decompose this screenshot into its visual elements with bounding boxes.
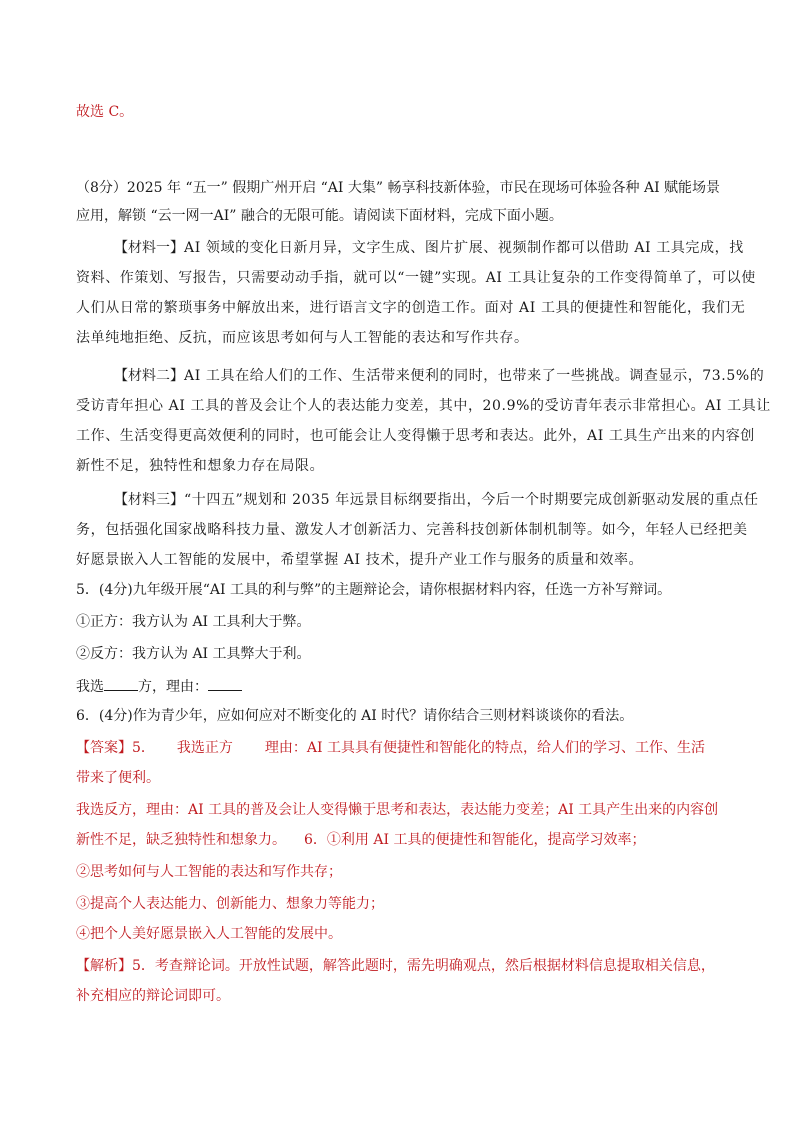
material1-label: 【材料一】 bbox=[114, 240, 184, 256]
material3-line-1 bbox=[114, 490, 759, 510]
answer-q6-point-1: ①利用 AI 工具的便捷性和智能化，提高学习效率； bbox=[326, 832, 646, 848]
intro-line-2: 应用，解锁 “云一网一AI” 融合的无限可能。请阅读下面材料，完成下面小题。 bbox=[76, 208, 563, 224]
answer-q6-num: 6． bbox=[304, 832, 327, 848]
analysis-line-1 bbox=[76, 956, 715, 976]
material2-text: AI 工具在给人们的工作、生活带来便利的同时，也带来了一些挑战。调查显示，73.5%的 bbox=[184, 368, 765, 384]
material3-line-2: 务，包括强化国家战略科技力量、激发人才创新活力、完善科技创新体制机制等。如今，年轻人已经把美 bbox=[76, 522, 748, 538]
answer-line-1 bbox=[76, 738, 705, 758]
question-5-stem: 5．(4分)九年级开展“AI 工具的利与弊”的主题辩论会，请你根据材料内容，任选一方补写辩词。 bbox=[76, 582, 672, 598]
question-5-option-con: ②反方：我方认为 AI 工具弊大于利。 bbox=[76, 646, 311, 662]
material2-label: 【材料二】 bbox=[114, 368, 184, 384]
answer-reason: 理由：AI 工具具有便捷性和智能化的特点，给人们的学习、工作、生活 bbox=[264, 740, 706, 756]
analysis-label: 【解析】 bbox=[76, 958, 132, 974]
answer-choice: 我选正方 bbox=[176, 740, 233, 756]
question-6-stem: 6．(4分)作为青少年，应如何应对不断变化的 AI 时代？请你结合三则材料谈谈你的看法。 bbox=[76, 708, 634, 724]
analysis-text: 5．考查辩论词。开放性试题，解答此题时，需先明确观点，然后根据材料信息提取相关信息， bbox=[132, 958, 715, 974]
intro-line-1: （8分）2025 年 “五一” 假期广州开启 “AI 大集” 畅享科技新体验，市民在现场可体验各种 AI 赋能场景 bbox=[76, 180, 721, 196]
answer-q5-num: 5． bbox=[132, 740, 155, 756]
analysis-line-2: 补充相应的辩论词即可。 bbox=[76, 988, 230, 1004]
material2-line-4: 新性不足，独特性和想象力存在局限。 bbox=[76, 458, 325, 474]
material1-line-2: 资料、作策划、写报告，只需要动动手指，就可以“一键”实现。AI 工具让复杂的工作变得简单了，可以使 bbox=[76, 270, 756, 286]
reason-blank[interactable] bbox=[208, 676, 242, 691]
material2-line-1 bbox=[114, 366, 764, 386]
material3-label: 【材料三】 bbox=[114, 492, 184, 508]
material2-line-2: 受访青年担心 AI 工具的普及会让个人的表达能力变差，其中，20.9%的受访青年表示非常担心。AI 工具让 bbox=[76, 398, 771, 414]
question-5-option-pro: ①正方：我方认为 AI 工具利大于弊。 bbox=[76, 614, 311, 630]
answer-q6-point-4: ④把个人美好愿景嵌入人工智能的发展中。 bbox=[76, 926, 342, 942]
answer-reason-cont: 带来了便利。 bbox=[76, 770, 160, 786]
question-5-fill-line bbox=[76, 676, 242, 697]
material1-text: AI 领域的变化日新月异，文字生成、图片扩展、视频制作都可以借助 AI 工具完成，找 bbox=[184, 240, 744, 256]
answer-alt-text: 新性不足，缺乏独特性和想象力。 bbox=[76, 832, 286, 848]
material1-line-1 bbox=[114, 238, 744, 258]
fill-prefix: 我选 bbox=[76, 679, 104, 695]
answer-q6-point-3: ③提高个人表达能力、创新能力、想象力等能力； bbox=[76, 896, 384, 912]
material2-line-3: 工作、生活变得更高效便利的同时，也可能会让人变得懒于思考和表达。此外，AI 工具生产出来的内容创 bbox=[76, 428, 755, 444]
material3-line-3: 好愿景嵌入人工智能的发展中，希望掌握 AI 技术，提升产业工作与服务的质量和效率。 bbox=[76, 552, 644, 568]
answer-q6-point-2: ②思考如何与人工智能的表达和写作共存； bbox=[76, 864, 342, 880]
previous-answer: 故选 C。 bbox=[76, 104, 134, 120]
side-blank[interactable] bbox=[104, 676, 138, 691]
material1-line-3: 人们从日常的繁琐事务中解放出来，进行语言文字的创造工作。面对 AI 工具的便捷性和智能化，我们无 bbox=[76, 300, 746, 316]
answer-label: 【答案】 bbox=[76, 740, 132, 756]
answer-alt-line-2 bbox=[76, 830, 645, 850]
fill-mid: 方，理由： bbox=[138, 679, 208, 695]
answer-alt-line-1: 我选反方，理由：AI 工具的普及会让人变得懒于思考和表达，表达能力变差；AI 工具产生出来的内容创 bbox=[76, 802, 719, 818]
material3-text: “十四五”规划和 2035 年远景目标纲要指出，今后一个时期要完成创新驱动发展的重点任 bbox=[184, 492, 759, 508]
material1-line-4: 法单纯地拒绝、反抗，而应该思考如何与人工智能的表达和写作共存。 bbox=[76, 330, 529, 346]
